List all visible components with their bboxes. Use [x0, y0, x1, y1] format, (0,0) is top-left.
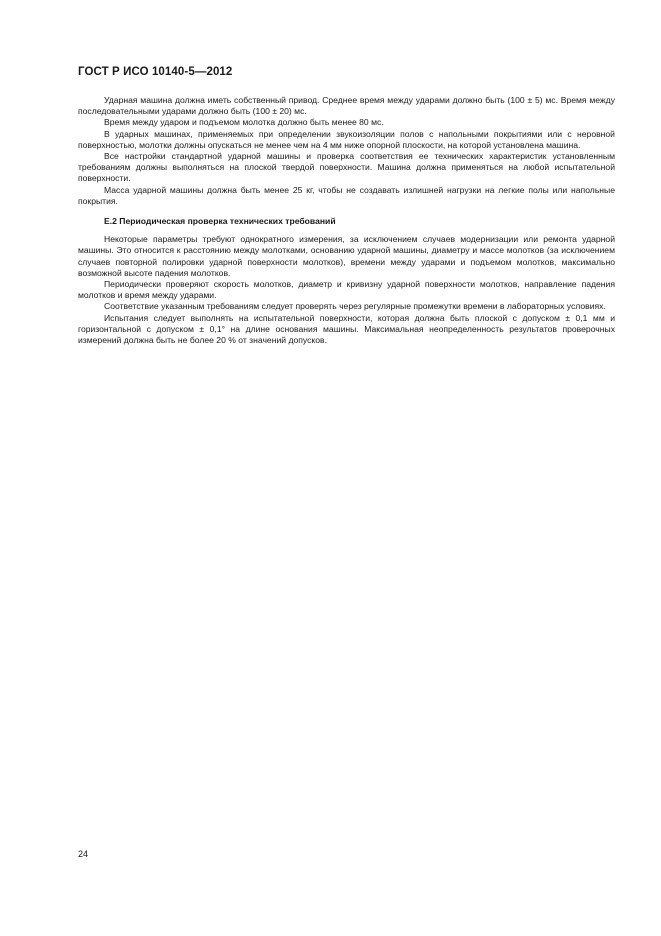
paragraph: Ударная машина должна иметь собственный привод. Среднее время между ударами должно быть (100 ± 5) мс. Время между последовательными ударами должно быть (100 ± 20) мс. [78, 95, 615, 117]
paragraph: Испытания следует выполнять на испытательной поверхности, которая должна быть плоской с допуском ± 0,1 мм и горизонтальной с допуском ± 0,1° на длине основания машины. Максимальная неопределенность результатов проверочных измерений должна быть не более 20 % от значений допусков. [78, 312, 615, 346]
page-number: 24 [78, 849, 89, 859]
paragraph: Периодически проверяют скорость молотков, диаметр и кривизну ударной поверхности молотков, направление падения молотков и время между ударами. [78, 279, 615, 301]
section-heading: Е.2 Периодическая проверка технических требований [104, 216, 336, 227]
document-body [78, 95, 615, 346]
paragraph: Соответствие указанным требованиям следует проверять через регулярные промежутки времени в лабораторных условиях. [104, 301, 606, 312]
paragraph: В ударных машинах, применяемых при определении звукоизоляции полов с напольными покрытиями или с неровной поверхностью, молотки должны опускаться не менее чем на 4 мм ниже опорной плоскости, на которой установлена машина. [78, 128, 615, 150]
document-header: ГОСТ Р ИСО 10140-5—2012 [78, 66, 233, 78]
paragraph: Все настройки стандартной ударной машины и проверка соответствия ее технических характеристик установленным требованиям должны выполняться на плоской твердой поверхности. Машина должна применяться на любой испытательной поверхности. [78, 151, 615, 184]
paragraph: Время между ударом и подъемом молотка должно быть менее 80 мс. [104, 117, 384, 128]
paragraph: Некоторые параметры требуют однократного измерения, за исключением случаев модернизации или ремонта ударной машины. Это относится к расстоянию между молотками, основанию ударной машины, диаметру и массе молотков (за исключением случаев повторной полировки ударной поверхности молотков), времени между ударами и подъемом молотков, максимально возможной высоте падения молотков. [78, 234, 615, 278]
paragraph: Масса ударной машины должна быть менее 25 кг, чтобы не создавать излишней нагрузки на легкие полы или напольные покрытия. [78, 184, 615, 206]
